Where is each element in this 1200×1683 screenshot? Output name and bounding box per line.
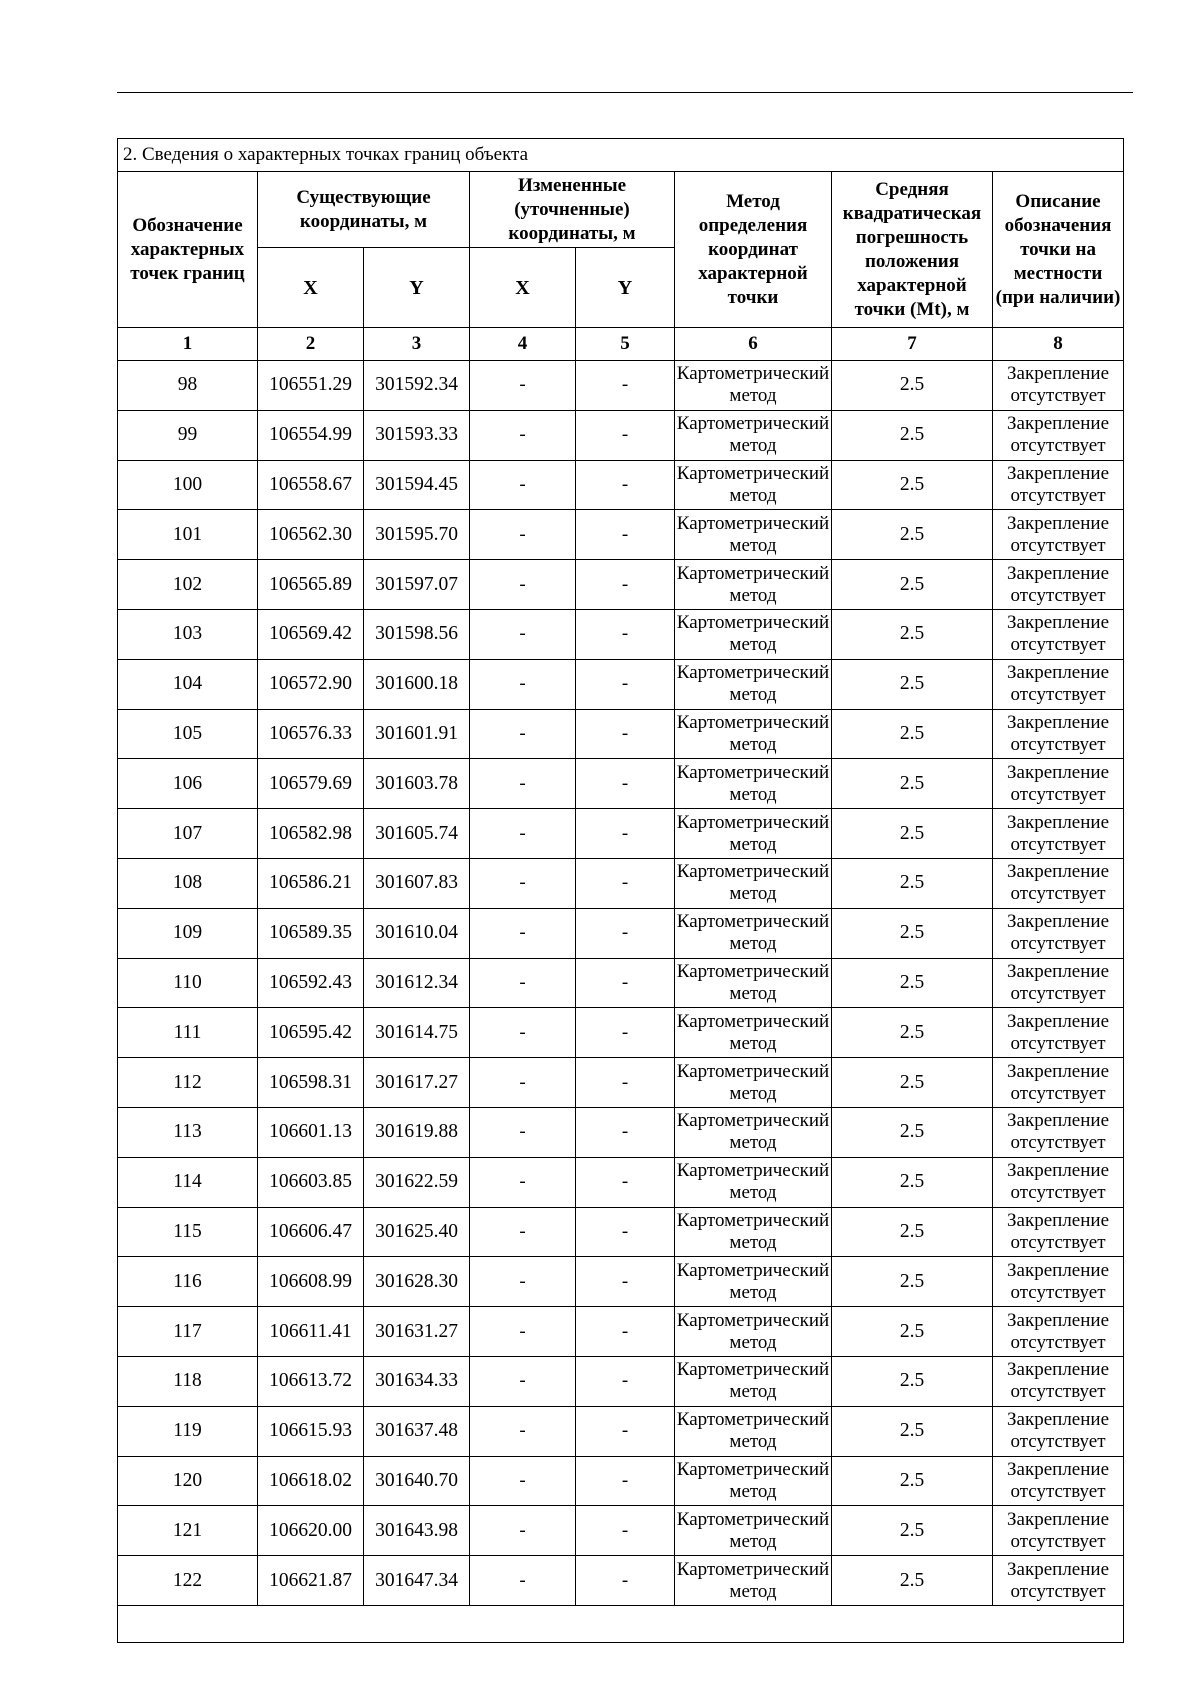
error-cell: 2.5 bbox=[832, 1307, 993, 1357]
description-cell: Закрепление отсутствует bbox=[993, 1157, 1124, 1207]
column-number: 3 bbox=[364, 328, 470, 361]
changed-x-cell: - bbox=[470, 1506, 576, 1556]
existing-y-cell: 301612.34 bbox=[364, 958, 470, 1008]
description-cell: Закрепление отсутствует bbox=[993, 1456, 1124, 1506]
changed-y-cell: - bbox=[576, 361, 675, 411]
changed-x-cell: - bbox=[470, 908, 576, 958]
method-cell: Картометрический метод bbox=[675, 1556, 832, 1606]
changed-y-cell: - bbox=[576, 1207, 675, 1257]
changed-y-cell: - bbox=[576, 1307, 675, 1357]
changed-x-cell: - bbox=[470, 1307, 576, 1357]
changed-y-cell: - bbox=[576, 1506, 675, 1556]
table-row bbox=[118, 1058, 1124, 1108]
existing-y-cell: 301637.48 bbox=[364, 1406, 470, 1456]
description-cell: Закрепление отсутствует bbox=[993, 809, 1124, 859]
changed-x-cell: - bbox=[470, 410, 576, 460]
changed-y-cell: - bbox=[576, 1257, 675, 1307]
column-number-row bbox=[118, 328, 1124, 361]
table-row bbox=[118, 1207, 1124, 1257]
changed-y-cell: - bbox=[576, 908, 675, 958]
point-number-cell: 103 bbox=[118, 609, 258, 659]
existing-y-cell: 301605.74 bbox=[364, 809, 470, 859]
description-cell: Закрепление отсутствует bbox=[993, 908, 1124, 958]
changed-x-cell: - bbox=[470, 709, 576, 759]
error-cell: 2.5 bbox=[832, 1456, 993, 1506]
column-number: 8 bbox=[993, 328, 1124, 361]
method-cell: Картометрический метод bbox=[675, 1107, 832, 1157]
changed-x-cell: - bbox=[470, 1107, 576, 1157]
method-cell: Картометрический метод bbox=[675, 1257, 832, 1307]
existing-y-cell: 301593.33 bbox=[364, 410, 470, 460]
changed-x-cell: - bbox=[470, 1406, 576, 1456]
error-cell: 2.5 bbox=[832, 510, 993, 560]
existing-y-cell: 301631.27 bbox=[364, 1307, 470, 1357]
method-cell: Картометрический метод bbox=[675, 560, 832, 610]
point-number-cell: 99 bbox=[118, 410, 258, 460]
table-row bbox=[118, 1157, 1124, 1207]
method-cell: Картометрический метод bbox=[675, 361, 832, 411]
method-cell: Картометрический метод bbox=[675, 1506, 832, 1556]
point-number-cell: 100 bbox=[118, 460, 258, 510]
existing-y-cell: 301617.27 bbox=[364, 1058, 470, 1108]
existing-x-cell: 106615.93 bbox=[258, 1406, 364, 1456]
header-description: Описание обозначения точки на местности (при наличии) bbox=[993, 172, 1124, 328]
description-cell: Закрепление отсутствует bbox=[993, 1058, 1124, 1108]
point-number-cell: 104 bbox=[118, 659, 258, 709]
existing-x-cell: 106613.72 bbox=[258, 1356, 364, 1406]
existing-y-cell: 301598.56 bbox=[364, 609, 470, 659]
header-mean-square-error: Средняя квадратическая погрешность положения характерной точки (Mt), м bbox=[832, 172, 993, 328]
method-cell: Картометрический метод bbox=[675, 958, 832, 1008]
error-cell: 2.5 bbox=[832, 759, 993, 809]
point-number-cell: 107 bbox=[118, 809, 258, 859]
existing-y-cell: 301622.59 bbox=[364, 1157, 470, 1207]
method-cell: Картометрический метод bbox=[675, 410, 832, 460]
existing-x-cell: 106562.30 bbox=[258, 510, 364, 560]
changed-y-cell: - bbox=[576, 858, 675, 908]
existing-x-cell: 106598.31 bbox=[258, 1058, 364, 1108]
error-cell: 2.5 bbox=[832, 1556, 993, 1606]
existing-x-cell: 106620.00 bbox=[258, 1506, 364, 1556]
method-cell: Картометрический метод bbox=[675, 1356, 832, 1406]
existing-x-cell: 106621.87 bbox=[258, 1556, 364, 1606]
error-cell: 2.5 bbox=[832, 560, 993, 610]
error-cell: 2.5 bbox=[832, 908, 993, 958]
table-row bbox=[118, 1356, 1124, 1406]
changed-x-cell: - bbox=[470, 1356, 576, 1406]
changed-x-cell: - bbox=[470, 1257, 576, 1307]
existing-x-cell: 106595.42 bbox=[258, 1008, 364, 1058]
point-number-cell: 120 bbox=[118, 1456, 258, 1506]
existing-y-cell: 301625.40 bbox=[364, 1207, 470, 1257]
existing-x-cell: 106576.33 bbox=[258, 709, 364, 759]
existing-y-cell: 301595.70 bbox=[364, 510, 470, 560]
changed-y-cell: - bbox=[576, 1008, 675, 1058]
changed-y-cell: - bbox=[576, 460, 675, 510]
changed-x-cell: - bbox=[470, 1456, 576, 1506]
method-cell: Картометрический метод bbox=[675, 460, 832, 510]
changed-x-cell: - bbox=[470, 858, 576, 908]
existing-y-cell: 301628.30 bbox=[364, 1257, 470, 1307]
point-number-cell: 98 bbox=[118, 361, 258, 411]
point-number-cell: 111 bbox=[118, 1008, 258, 1058]
description-cell: Закрепление отсутствует bbox=[993, 361, 1124, 411]
table-row bbox=[118, 659, 1124, 709]
table-row bbox=[118, 1456, 1124, 1506]
error-cell: 2.5 bbox=[832, 809, 993, 859]
method-cell: Картометрический метод bbox=[675, 858, 832, 908]
method-cell: Картометрический метод bbox=[675, 1406, 832, 1456]
point-number-cell: 109 bbox=[118, 908, 258, 958]
changed-x-cell: - bbox=[470, 1058, 576, 1108]
description-cell: Закрепление отсутствует bbox=[993, 858, 1124, 908]
error-cell: 2.5 bbox=[832, 1058, 993, 1108]
point-number-cell: 101 bbox=[118, 510, 258, 560]
table-row bbox=[118, 1307, 1124, 1357]
point-number-cell: 108 bbox=[118, 858, 258, 908]
method-cell: Картометрический метод bbox=[675, 809, 832, 859]
error-cell: 2.5 bbox=[832, 1157, 993, 1207]
column-number: 1 bbox=[118, 328, 258, 361]
description-cell: Закрепление отсутствует bbox=[993, 709, 1124, 759]
description-cell: Закрепление отсутствует bbox=[993, 410, 1124, 460]
existing-x-cell: 106606.47 bbox=[258, 1207, 364, 1257]
changed-y-cell: - bbox=[576, 1406, 675, 1456]
method-cell: Картометрический метод bbox=[675, 908, 832, 958]
description-cell: Закрепление отсутствует bbox=[993, 1406, 1124, 1456]
point-number-cell: 110 bbox=[118, 958, 258, 1008]
method-cell: Картометрический метод bbox=[675, 510, 832, 560]
existing-y-cell: 301614.75 bbox=[364, 1008, 470, 1058]
point-number-cell: 119 bbox=[118, 1406, 258, 1456]
method-cell: Картометрический метод bbox=[675, 1307, 832, 1357]
error-cell: 2.5 bbox=[832, 609, 993, 659]
description-cell: Закрепление отсутствует bbox=[993, 1008, 1124, 1058]
existing-y-cell: 301607.83 bbox=[364, 858, 470, 908]
top-rule bbox=[117, 92, 1133, 93]
changed-x-cell: - bbox=[470, 510, 576, 560]
table-row bbox=[118, 1257, 1124, 1307]
changed-y-cell: - bbox=[576, 1157, 675, 1207]
changed-x-cell: - bbox=[470, 1556, 576, 1606]
changed-y-cell: - bbox=[576, 609, 675, 659]
changed-x-cell: - bbox=[470, 659, 576, 709]
changed-x-cell: - bbox=[470, 958, 576, 1008]
changed-x-cell: - bbox=[470, 460, 576, 510]
changed-y-cell: - bbox=[576, 709, 675, 759]
table-row bbox=[118, 361, 1124, 411]
changed-y-cell: - bbox=[576, 510, 675, 560]
error-cell: 2.5 bbox=[832, 659, 993, 709]
existing-y-cell: 301600.18 bbox=[364, 659, 470, 709]
table-row bbox=[118, 809, 1124, 859]
description-cell: Закрепление отсутствует bbox=[993, 659, 1124, 709]
changed-x-cell: - bbox=[470, 1008, 576, 1058]
column-number: 6 bbox=[675, 328, 832, 361]
changed-y-cell: - bbox=[576, 1107, 675, 1157]
method-cell: Картометрический метод bbox=[675, 709, 832, 759]
description-cell: Закрепление отсутствует bbox=[993, 1307, 1124, 1357]
point-number-cell: 114 bbox=[118, 1157, 258, 1207]
changed-y-cell: - bbox=[576, 1356, 675, 1406]
description-cell: Закрепление отсутствует bbox=[993, 609, 1124, 659]
existing-y-cell: 301619.88 bbox=[364, 1107, 470, 1157]
existing-y-cell: 301594.45 bbox=[364, 460, 470, 510]
point-number-cell: 121 bbox=[118, 1506, 258, 1556]
description-cell: Закрепление отсутствует bbox=[993, 1107, 1124, 1157]
existing-x-cell: 106603.85 bbox=[258, 1157, 364, 1207]
column-number: 5 bbox=[576, 328, 675, 361]
section-title: 2. Сведения о характерных точках границ объекта bbox=[118, 139, 1124, 172]
existing-y-cell: 301610.04 bbox=[364, 908, 470, 958]
existing-y-cell: 301647.34 bbox=[364, 1556, 470, 1606]
description-cell: Закрепление отсутствует bbox=[993, 1207, 1124, 1257]
changed-x-cell: - bbox=[470, 759, 576, 809]
point-number-cell: 106 bbox=[118, 759, 258, 809]
point-number-cell: 118 bbox=[118, 1356, 258, 1406]
description-cell: Закрепление отсутствует bbox=[993, 460, 1124, 510]
column-number: 7 bbox=[832, 328, 993, 361]
method-cell: Картометрический метод bbox=[675, 659, 832, 709]
changed-x-cell: - bbox=[470, 1207, 576, 1257]
existing-x-cell: 106569.42 bbox=[258, 609, 364, 659]
existing-x-cell: 106572.90 bbox=[258, 659, 364, 709]
changed-y-cell: - bbox=[576, 1456, 675, 1506]
table-row bbox=[118, 410, 1124, 460]
method-cell: Картометрический метод bbox=[675, 1456, 832, 1506]
error-cell: 2.5 bbox=[832, 709, 993, 759]
header-point-designation: Обозначение характерных точек границ bbox=[118, 172, 258, 328]
changed-y-cell: - bbox=[576, 1556, 675, 1606]
existing-x-cell: 106586.21 bbox=[258, 858, 364, 908]
changed-y-cell: - bbox=[576, 410, 675, 460]
table-row bbox=[118, 560, 1124, 610]
point-number-cell: 105 bbox=[118, 709, 258, 759]
table-row bbox=[118, 908, 1124, 958]
table-row bbox=[118, 1556, 1124, 1606]
table-row bbox=[118, 858, 1124, 908]
table-row bbox=[118, 1406, 1124, 1456]
point-number-cell: 113 bbox=[118, 1107, 258, 1157]
error-cell: 2.5 bbox=[832, 958, 993, 1008]
header-existing-coordinates: Существующие координаты, м bbox=[258, 172, 470, 248]
existing-x-cell: 106579.69 bbox=[258, 759, 364, 809]
existing-y-cell: 301634.33 bbox=[364, 1356, 470, 1406]
existing-x-cell: 106589.35 bbox=[258, 908, 364, 958]
description-cell: Закрепление отсутствует bbox=[993, 1356, 1124, 1406]
existing-y-cell: 301640.70 bbox=[364, 1456, 470, 1506]
method-cell: Картометрический метод bbox=[675, 1008, 832, 1058]
changed-x-cell: - bbox=[470, 1157, 576, 1207]
method-cell: Картометрический метод bbox=[675, 1058, 832, 1108]
existing-y-cell: 301603.78 bbox=[364, 759, 470, 809]
changed-y-cell: - bbox=[576, 560, 675, 610]
description-cell: Закрепление отсутствует bbox=[993, 1556, 1124, 1606]
table-row bbox=[118, 1506, 1124, 1556]
changed-y-cell: - bbox=[576, 759, 675, 809]
header-existing-y: Y bbox=[364, 248, 470, 328]
existing-y-cell: 301643.98 bbox=[364, 1506, 470, 1556]
point-number-cell: 115 bbox=[118, 1207, 258, 1257]
error-cell: 2.5 bbox=[832, 1107, 993, 1157]
existing-x-cell: 106551.29 bbox=[258, 361, 364, 411]
method-cell: Картометрический метод bbox=[675, 1157, 832, 1207]
changed-x-cell: - bbox=[470, 361, 576, 411]
header-changed-y: Y bbox=[576, 248, 675, 328]
header-method: Метод определения координат характерной точки bbox=[675, 172, 832, 328]
description-cell: Закрепление отсутствует bbox=[993, 759, 1124, 809]
existing-y-cell: 301597.07 bbox=[364, 560, 470, 610]
existing-x-cell: 106565.89 bbox=[258, 560, 364, 610]
table-row bbox=[118, 510, 1124, 560]
method-cell: Картометрический метод bbox=[675, 759, 832, 809]
existing-x-cell: 106554.99 bbox=[258, 410, 364, 460]
table-row bbox=[118, 1107, 1124, 1157]
error-cell: 2.5 bbox=[832, 410, 993, 460]
description-cell: Закрепление отсутствует bbox=[993, 958, 1124, 1008]
description-cell: Закрепление отсутствует bbox=[993, 510, 1124, 560]
error-cell: 2.5 bbox=[832, 1506, 993, 1556]
empty-footer-row bbox=[118, 1605, 1124, 1642]
table-row bbox=[118, 958, 1124, 1008]
column-number: 2 bbox=[258, 328, 364, 361]
existing-x-cell: 106558.67 bbox=[258, 460, 364, 510]
changed-y-cell: - bbox=[576, 659, 675, 709]
error-cell: 2.5 bbox=[832, 1008, 993, 1058]
boundary-points-table bbox=[117, 138, 1124, 1643]
error-cell: 2.5 bbox=[832, 1257, 993, 1307]
point-number-cell: 122 bbox=[118, 1556, 258, 1606]
changed-x-cell: - bbox=[470, 609, 576, 659]
changed-y-cell: - bbox=[576, 1058, 675, 1108]
existing-x-cell: 106601.13 bbox=[258, 1107, 364, 1157]
existing-y-cell: 301592.34 bbox=[364, 361, 470, 411]
table-row bbox=[118, 759, 1124, 809]
error-cell: 2.5 bbox=[832, 460, 993, 510]
existing-x-cell: 106618.02 bbox=[258, 1456, 364, 1506]
error-cell: 2.5 bbox=[832, 1356, 993, 1406]
existing-x-cell: 106611.41 bbox=[258, 1307, 364, 1357]
table-row bbox=[118, 460, 1124, 510]
point-number-cell: 116 bbox=[118, 1257, 258, 1307]
header-changed-x: X bbox=[470, 248, 576, 328]
table-row bbox=[118, 1008, 1124, 1058]
description-cell: Закрепление отсутствует bbox=[993, 560, 1124, 610]
existing-x-cell: 106582.98 bbox=[258, 809, 364, 859]
description-cell: Закрепление отсутствует bbox=[993, 1257, 1124, 1307]
description-cell: Закрепление отсутствует bbox=[993, 1506, 1124, 1556]
changed-x-cell: - bbox=[470, 560, 576, 610]
header-changed-coordinates: Измененные (уточненные) координаты, м bbox=[470, 172, 675, 248]
table-row bbox=[118, 709, 1124, 759]
error-cell: 2.5 bbox=[832, 361, 993, 411]
changed-y-cell: - bbox=[576, 958, 675, 1008]
error-cell: 2.5 bbox=[832, 858, 993, 908]
empty-footer-cell bbox=[118, 1605, 1124, 1642]
column-number: 4 bbox=[470, 328, 576, 361]
header-existing-x: X bbox=[258, 248, 364, 328]
method-cell: Картометрический метод bbox=[675, 609, 832, 659]
method-cell: Картометрический метод bbox=[675, 1207, 832, 1257]
existing-x-cell: 106592.43 bbox=[258, 958, 364, 1008]
changed-x-cell: - bbox=[470, 809, 576, 859]
error-cell: 2.5 bbox=[832, 1207, 993, 1257]
point-number-cell: 102 bbox=[118, 560, 258, 610]
point-number-cell: 112 bbox=[118, 1058, 258, 1108]
existing-y-cell: 301601.91 bbox=[364, 709, 470, 759]
table-row bbox=[118, 609, 1124, 659]
error-cell: 2.5 bbox=[832, 1406, 993, 1456]
point-number-cell: 117 bbox=[118, 1307, 258, 1357]
changed-y-cell: - bbox=[576, 809, 675, 859]
existing-x-cell: 106608.99 bbox=[258, 1257, 364, 1307]
